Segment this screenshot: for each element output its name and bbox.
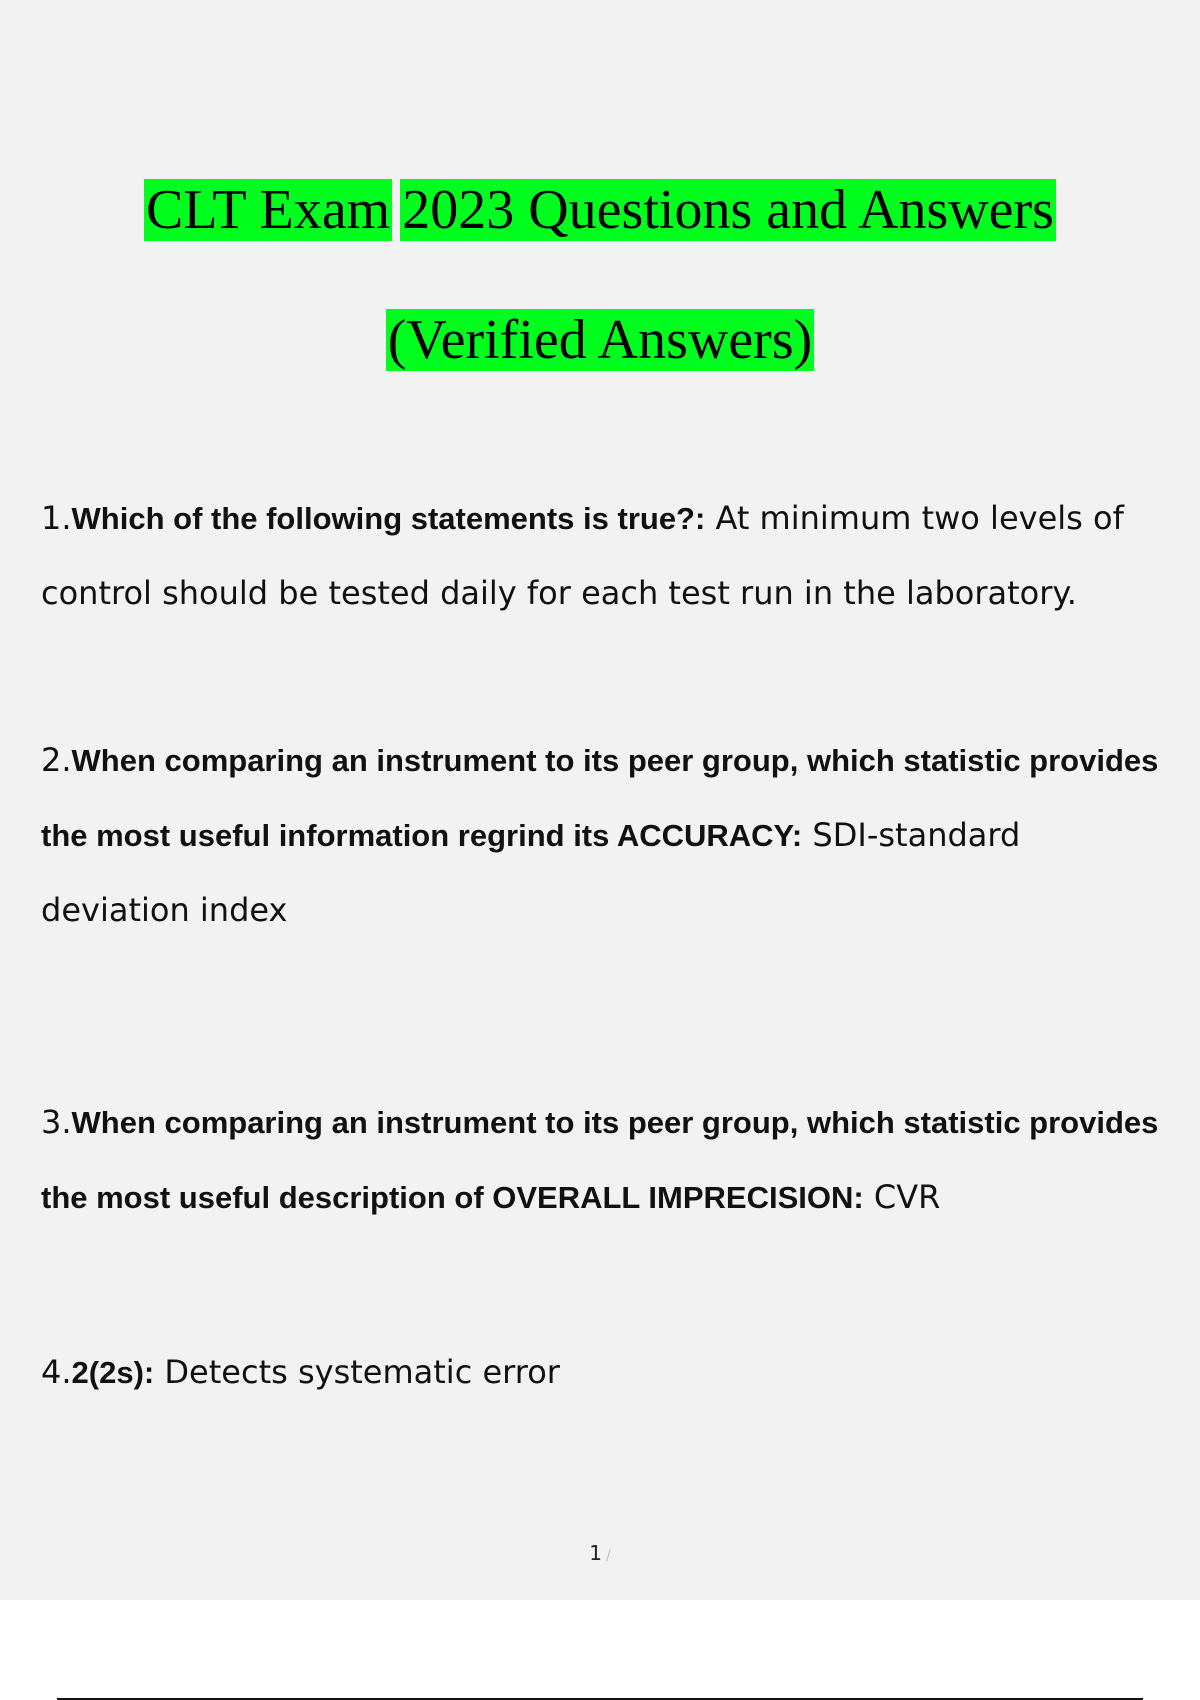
title-subtitle: (Verified Answers) [387, 309, 813, 371]
page-number-separator: / [606, 1548, 611, 1564]
question-number: 1. [41, 499, 72, 537]
page-number-value: 1 [589, 1541, 602, 1565]
document-title-line-1 [0, 178, 1200, 242]
answer-text: Detects systematic error [154, 1353, 560, 1391]
document-title-line-2 [0, 308, 1200, 372]
question-text: Which of the following statements is true?: [71, 501, 706, 536]
question-item-2 [41, 723, 1166, 948]
question-number: 3. [41, 1103, 72, 1141]
title-text-part-2: 2023 Questions and Answers [402, 179, 1054, 241]
answer-text: CVR [863, 1178, 941, 1216]
question-item-4 [41, 1335, 1166, 1410]
title-text-part-1: CLT Exam [146, 179, 391, 241]
question-number: 2. [41, 741, 72, 779]
answer-text: SDI-standard deviation index [41, 816, 1021, 929]
question-text: 2(2s): [71, 1355, 155, 1390]
answer-text: At minimum two levels of control should be tested daily for each test run in the laboratory. [41, 499, 1124, 612]
question-text: When comparing an instrument to its peer group, which statistic provides the most useful description of OVERALL IMPRECISION: [41, 1105, 1159, 1215]
question-item-3 [41, 1085, 1166, 1235]
question-number: 4. [41, 1353, 72, 1391]
page-number [0, 1541, 1200, 1565]
question-item-1 [41, 481, 1166, 631]
question-text: When comparing an instrument to its peer group, which statistic provides the most useful information regrind its ACCURACY: [41, 743, 1159, 853]
